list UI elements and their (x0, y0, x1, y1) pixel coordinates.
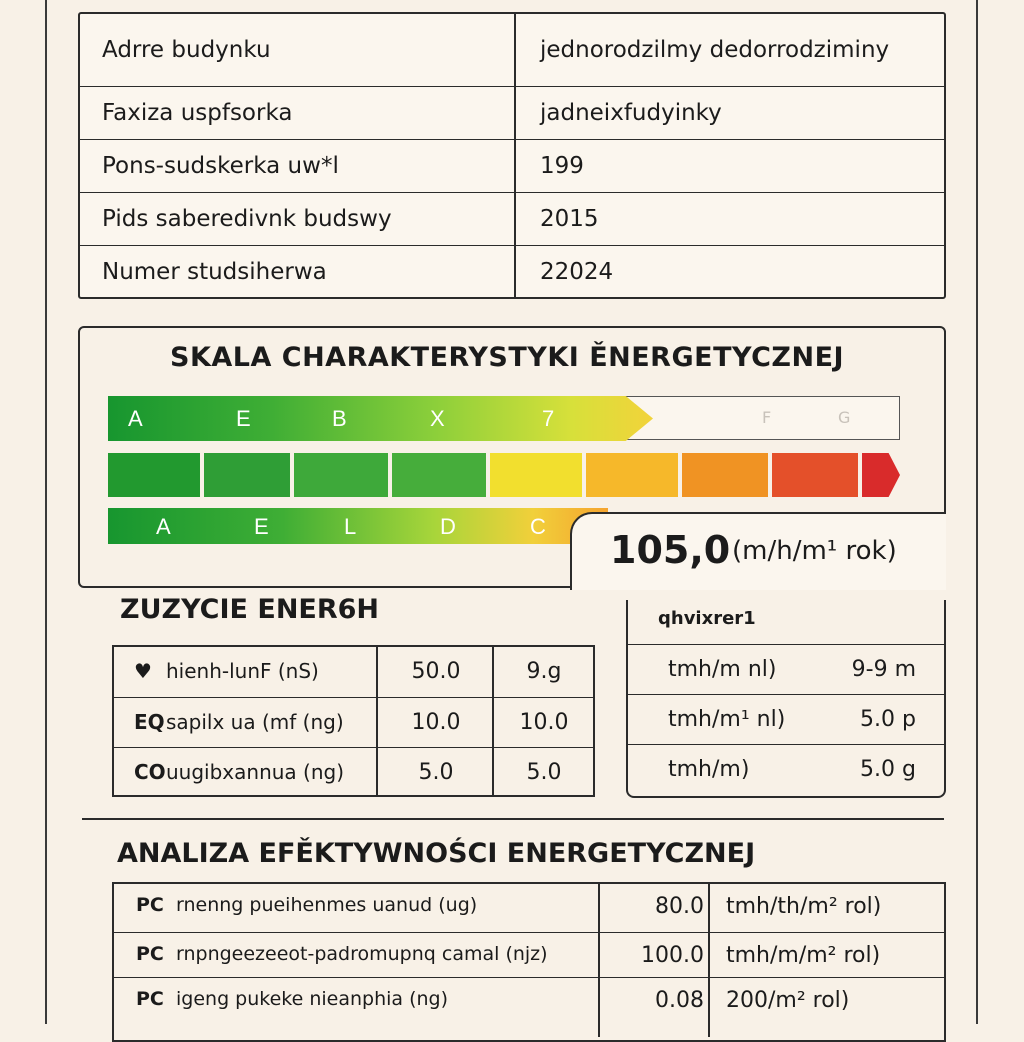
analysis-unit: tmh/th/m² rol) (726, 894, 882, 919)
analysis-code: PC (136, 988, 164, 1010)
class-letter: A (156, 514, 171, 539)
table-row (628, 694, 944, 744)
section-divider (82, 818, 944, 820)
segment-c (294, 453, 388, 497)
right-value: 9-9 m (851, 657, 916, 682)
usage-value: 5.0 (526, 760, 562, 785)
class-letter: X (430, 406, 445, 431)
right-unit: tmh/m¹ nl) (668, 707, 786, 732)
energy-value: 105,0 (610, 528, 731, 572)
table-row (114, 647, 593, 697)
segment-a (108, 453, 200, 497)
energy-unit: (m/h/m¹ rok) (732, 536, 897, 566)
right-value: 5.0 g (860, 757, 916, 782)
energy-value-box (570, 512, 946, 590)
info-value: jadneixfudyinky (540, 100, 722, 126)
info-row (80, 139, 944, 192)
info-label: Faxiza uspfsorka (102, 100, 293, 126)
right-unit: tmh/m nl) (668, 657, 777, 682)
info-row (80, 14, 944, 86)
energy-bar-bottom (108, 508, 608, 544)
table-row (628, 644, 944, 694)
scale-title: SKALA CHARAKTERYSTYKI ĚNERGETYCZNEJ (170, 342, 845, 373)
co-icon: CO (134, 760, 166, 784)
class-letter: E (254, 514, 269, 539)
info-row (80, 86, 944, 139)
segment-h (772, 453, 858, 497)
analysis-code: PC (136, 894, 164, 916)
page-border-left (45, 0, 47, 1024)
page-border-right (976, 0, 978, 1024)
heart-icon: ♥ (134, 659, 152, 683)
info-label: Adrre budynku (102, 37, 271, 63)
info-row (80, 245, 944, 297)
usage-value: 9.g (526, 659, 562, 684)
class-letter: D (440, 514, 456, 539)
eq-icon: EQ (134, 710, 165, 734)
class-letter-faint: G (838, 408, 851, 427)
info-label: Pons-sudskerka uw*l (102, 153, 339, 179)
building-info-table (78, 12, 946, 299)
usage-label: sapilx ua (mf (ng) (166, 710, 344, 734)
table-row (114, 747, 593, 797)
class-letter: L (344, 514, 357, 539)
usage-table (112, 645, 595, 797)
analysis-unit: 200/m² rol) (726, 988, 850, 1013)
analysis-table (112, 882, 946, 1042)
class-letter-faint: F (762, 408, 772, 427)
analysis-label: rnpngeezeeot-padromupnq camal (njz) (176, 943, 548, 965)
energy-scale-panel (78, 326, 946, 588)
analysis-unit: tmh/m/m² rol) (726, 943, 881, 968)
class-letter: B (332, 406, 347, 431)
class-letter: 7 (542, 406, 555, 431)
analysis-code: PC (136, 943, 164, 965)
usage-label: uugibxannua (ng) (166, 760, 345, 784)
analysis-label: rnenng pueihenmes uanud (ug) (176, 894, 478, 916)
analysis-value: 80.0 (655, 894, 704, 919)
right-summary-panel (626, 600, 946, 798)
segment-f (586, 453, 678, 497)
info-label: Numer studsiherwa (102, 258, 327, 285)
table-row (114, 884, 944, 932)
usage-value: 5.0 (418, 760, 454, 785)
segment-e (490, 453, 582, 497)
info-value: 199 (540, 153, 584, 179)
energy-bar-top (108, 396, 900, 440)
analysis-label: igeng pukeke nieanphia (ng) (176, 988, 449, 1010)
usage-label: hienh-lunF (nS) (166, 659, 319, 683)
usage-value: 10.0 (411, 710, 461, 735)
analysis-title: ANALIZA EFĚKTYWNOŚCI ENERGETYCZNEJ (117, 838, 756, 869)
info-value: 22024 (540, 258, 614, 285)
table-row (114, 977, 944, 1037)
class-letter: A (128, 406, 143, 431)
segment-arrow (862, 453, 900, 497)
segment-d (392, 453, 486, 497)
table-row (628, 744, 944, 794)
table-row (114, 932, 944, 977)
right-unit: tmh/m) (668, 757, 750, 782)
analysis-value: 0.08 (655, 988, 704, 1013)
usage-value: 10.0 (519, 710, 569, 735)
info-label: Pids saberedivnk budswy (102, 206, 392, 232)
right-value: 5.0 p (860, 707, 916, 732)
analysis-value: 100.0 (641, 943, 704, 968)
info-value: jednorodzilmy dedorrodziminy (540, 37, 890, 63)
segment-b (204, 453, 290, 497)
right-panel-heading: qhvixrer1 (658, 608, 756, 629)
energy-bar-segments (108, 453, 900, 498)
class-letter: E (236, 406, 251, 431)
info-value: 2015 (540, 206, 599, 232)
table-row (114, 697, 593, 747)
class-letter: C (530, 514, 546, 539)
segment-g (682, 453, 768, 497)
usage-title: ZUZYCIE ENER6H (120, 594, 380, 625)
usage-value: 50.0 (411, 659, 461, 684)
bar-fill (108, 396, 653, 441)
info-row (80, 192, 944, 245)
